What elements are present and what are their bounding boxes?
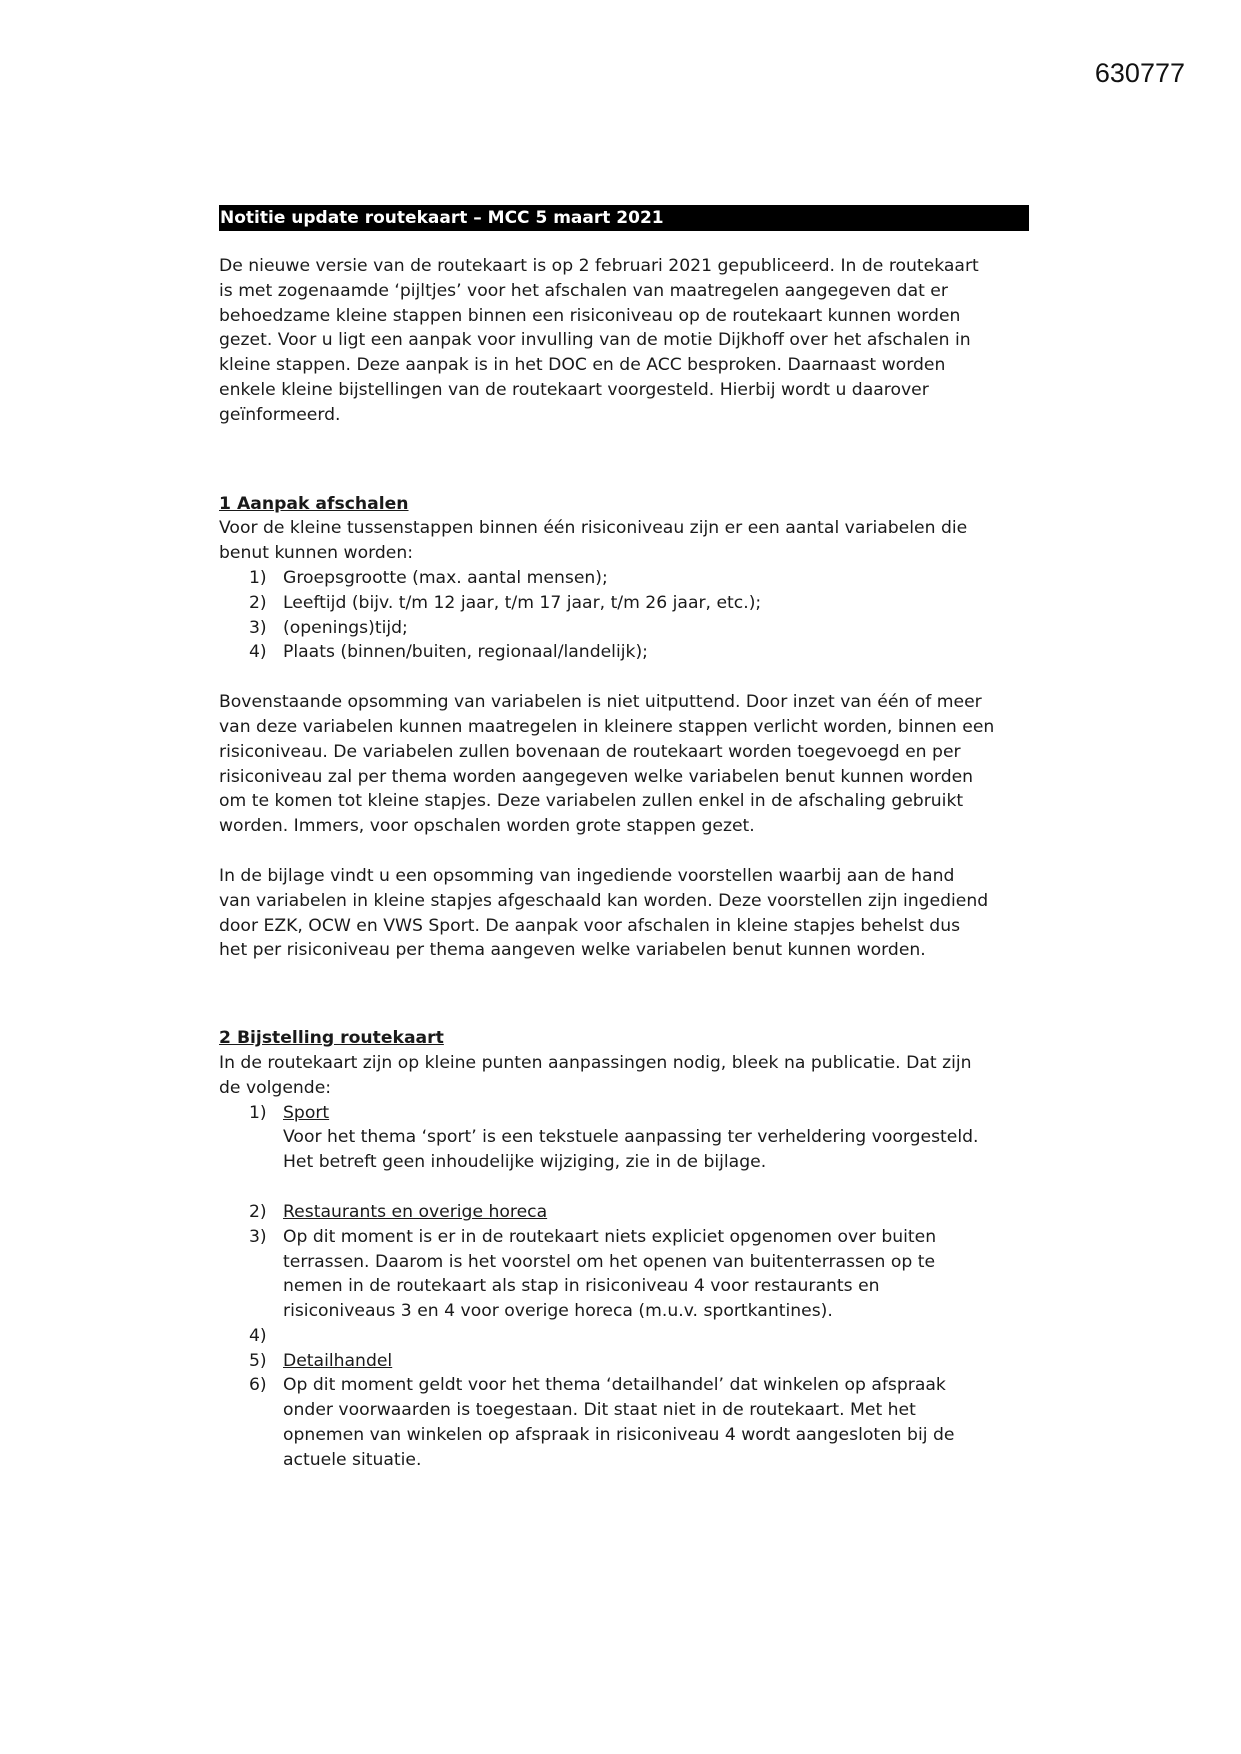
list-number: 1) xyxy=(249,567,267,588)
list-item-title: Restaurants en overige horeca xyxy=(283,1201,548,1222)
list-item xyxy=(219,616,1029,641)
list-item-sport xyxy=(219,1101,1029,1175)
list-number: 4) xyxy=(249,1325,267,1346)
text-line: het per risiconiveau per thema aangeven welke variabelen benut kunnen worden. xyxy=(219,940,926,961)
section1-heading: 1 Aanpak afschalen xyxy=(219,493,409,514)
text-line: Voor de kleine tussenstappen binnen één risiconiveau zijn er een aantal variabelen die xyxy=(219,518,968,539)
list-text: Plaats (binnen/buiten, regionaal/landelijk); xyxy=(283,642,648,663)
list-number: 3) xyxy=(249,1226,267,1247)
section1-lead xyxy=(219,516,1029,566)
text-line: risiconiveau zal per thema worden aangegeven welke variabelen benut kunnen worden xyxy=(219,766,974,787)
text-line: Het betreft geen inhoudelijke wijziging, zie in de bijlage. xyxy=(283,1152,767,1173)
list-number: 3) xyxy=(249,617,267,638)
list-text: (openings)tijd; xyxy=(283,617,408,638)
text-line: van variabelen in kleine stapjes afgeschaald kan worden. Deze voorstellen zijn ingediend xyxy=(219,890,989,911)
text-line: gezet. Voor u ligt een aanpak voor invulling van de motie Dijkhoff over het afschalen in xyxy=(219,330,971,351)
list-item-terrassen xyxy=(219,1225,1029,1324)
text-line: risiconiveaus 3 en 4 voor overige horeca (m.u.v. sportkantines). xyxy=(283,1301,833,1322)
document-body xyxy=(219,205,1029,1473)
text-line: nemen in de routekaart als stap in risiconiveau 4 voor restaurants en xyxy=(283,1276,880,1297)
text-line: is met zogenaamde ‘pijltjes’ voor het afschalen van maatregelen aangegeven dat er xyxy=(219,280,948,301)
text-line: In de routekaart zijn op kleine punten aanpassingen nodig, bleek na publicatie. Dat zijn xyxy=(219,1052,972,1073)
text-line: Op dit moment is er in de routekaart niets expliciet opgenomen over buiten xyxy=(283,1226,937,1247)
text-line: door EZK, OCW en VWS Sport. De aanpak voor afschalen in kleine stapjes behelst dus xyxy=(219,915,961,936)
intro-paragraph xyxy=(219,254,1029,428)
text-line: de volgende: xyxy=(219,1077,332,1098)
variables-list xyxy=(219,566,1029,665)
list-number: 5) xyxy=(249,1350,267,1371)
list-item-winkelen xyxy=(219,1373,1029,1472)
text-line: geïnformeerd. xyxy=(219,404,341,425)
list-item-empty xyxy=(219,1324,1029,1349)
section1-paragraph-3 xyxy=(219,864,1029,963)
text-line: behoedzame kleine stappen binnen een risiconiveau op de routekaart kunnen worden xyxy=(219,305,961,326)
list-number: 6) xyxy=(249,1375,267,1396)
list-number: 2) xyxy=(249,592,267,613)
list-text: Groepsgrootte (max. aantal mensen); xyxy=(283,567,608,588)
text-line: enkele kleine bijstellingen van de routekaart voorgesteld. Hierbij wordt u daarover xyxy=(219,379,929,400)
list-item xyxy=(219,566,1029,591)
adjustments-list xyxy=(219,1101,1029,1473)
section2-heading: 2 Bijstelling routekaart xyxy=(219,1028,444,1049)
section1-paragraph-2 xyxy=(219,690,1029,839)
text-line: Bovenstaande opsomming van variabelen is niet uitputtend. Door inzet van één of meer xyxy=(219,692,982,713)
text-line: De nieuwe versie van de routekaart is op 2 februari 2021 gepubliceerd. In de routekaart xyxy=(219,256,979,276)
list-number: 2) xyxy=(249,1201,267,1222)
list-item-horeca xyxy=(219,1200,1029,1225)
text-line: onder voorwaarden is toegestaan. Dit staat niet in de routekaart. Met het xyxy=(283,1400,916,1421)
section2-lead xyxy=(219,1051,1029,1101)
list-number: 4) xyxy=(249,642,267,663)
list-item xyxy=(219,591,1029,616)
document-title: Notitie update routekaart – MCC 5 maart 2021 xyxy=(219,205,1029,231)
list-item-title: Detailhandel xyxy=(283,1350,393,1371)
text-line: actuele situatie. xyxy=(283,1449,422,1470)
list-text: Leeftijd (bijv. t/m 12 jaar, t/m 17 jaar, t/m 26 jaar, etc.); xyxy=(283,592,762,613)
text-line: worden. Immers, voor opschalen worden grote stappen gezet. xyxy=(219,816,755,837)
text-line: opnemen van winkelen op afspraak in risiconiveau 4 wordt aangesloten bij de xyxy=(283,1425,955,1446)
list-number: 1) xyxy=(249,1102,267,1123)
text-line: In de bijlage vindt u een opsomming van ingediende voorstellen waarbij aan de hand xyxy=(219,865,955,886)
text-line: Voor het thema ‘sport’ is een tekstuele aanpassing ter verheldering voorgesteld. xyxy=(283,1127,979,1148)
text-line: om te komen tot kleine stapjes. Deze variabelen zullen enkel in de afschaling gebruikt xyxy=(219,791,964,812)
text-line: benut kunnen worden: xyxy=(219,543,414,564)
list-item xyxy=(219,640,1029,665)
list-item-title: Sport xyxy=(283,1102,330,1123)
text-line: terrassen. Daarom is het voorstel om het openen van buitenterrassen op te xyxy=(283,1251,936,1272)
text-line: risiconiveau. De variabelen zullen bovenaan de routekaart worden toegevoegd en per xyxy=(219,741,961,762)
document-number: 630777 xyxy=(1094,58,1185,88)
text-line: Op dit moment geldt voor het thema ‘detailhandel’ dat winkelen op afspraak xyxy=(283,1375,946,1396)
text-line: kleine stappen. Deze aanpak is in het DOC en de ACC besproken. Daarnaast worden xyxy=(219,355,946,376)
list-item-detailhandel xyxy=(219,1349,1029,1374)
text-line: van deze variabelen kunnen maatregelen in kleinere stappen verlicht worden, binnen een xyxy=(219,716,995,737)
